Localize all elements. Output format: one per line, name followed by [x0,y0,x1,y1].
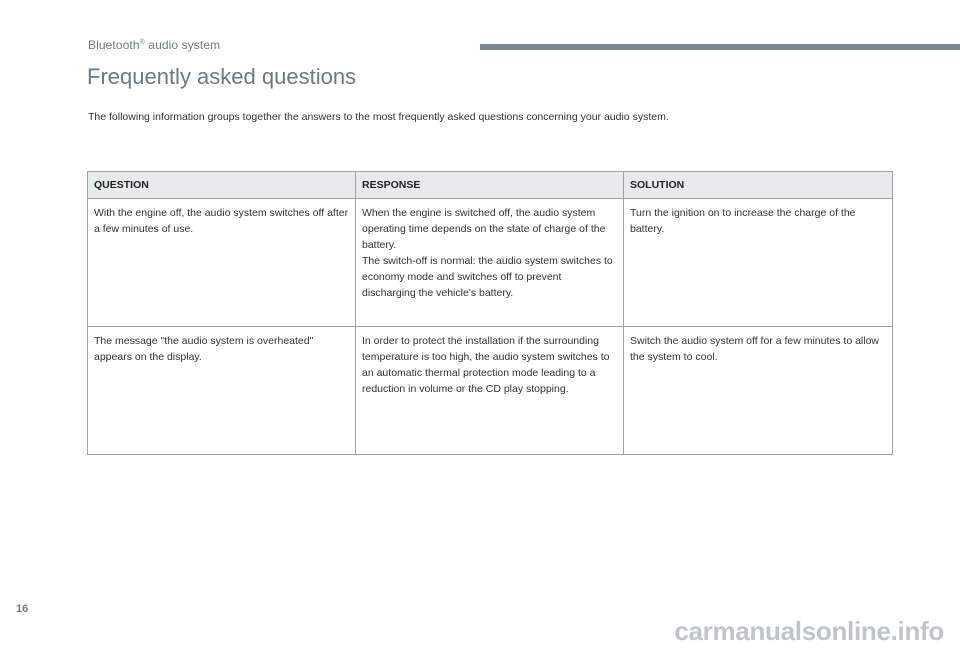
column-header-question: QUESTION [88,172,356,199]
section-header [88,38,220,52]
registered-mark: ® [139,39,145,46]
response-cell [356,199,624,327]
question-cell: The message "the audio system is overheated" appears on the display. [88,327,356,455]
table-row [88,199,893,327]
column-header-solution: SOLUTION [624,172,893,199]
page-title: Frequently asked questions [87,64,357,89]
question-cell: With the engine off, the audio system switches off after a few minutes of use. [88,199,356,327]
section-name: Bluetooth [88,38,140,52]
response-paragraph: The switch-off is normal: the audio system switches to economy mode and switches off to prevent discharging the vehicle's battery. [362,255,613,299]
response-paragraph: In order to protect the installation if the surrounding temperature is too high, the audio system switches to an automatic thermal protection mode leading to a reduction in volume or the CD play stopping. [362,335,610,395]
table-header-row [88,172,893,199]
intro-text: The following information groups together the answers to the most frequently asked questions concerning your audio system. [88,111,669,123]
solution-cell: Turn the ignition on to increase the charge of the battery. [624,199,893,327]
solution-cell: Switch the audio system off for a few minutes to allow the system to cool. [624,327,893,455]
watermark: carmanualsonline.info [674,616,944,646]
header-rule [480,44,960,50]
page-number: 16 [16,603,29,615]
faq-table [87,171,893,455]
table-row [88,327,893,455]
response-cell [356,327,624,455]
section-suffix: audio system [144,38,221,52]
column-header-response: RESPONSE [356,172,624,199]
response-paragraph: When the engine is switched off, the audio system operating time depends on the state of charge of the battery. [362,207,606,251]
